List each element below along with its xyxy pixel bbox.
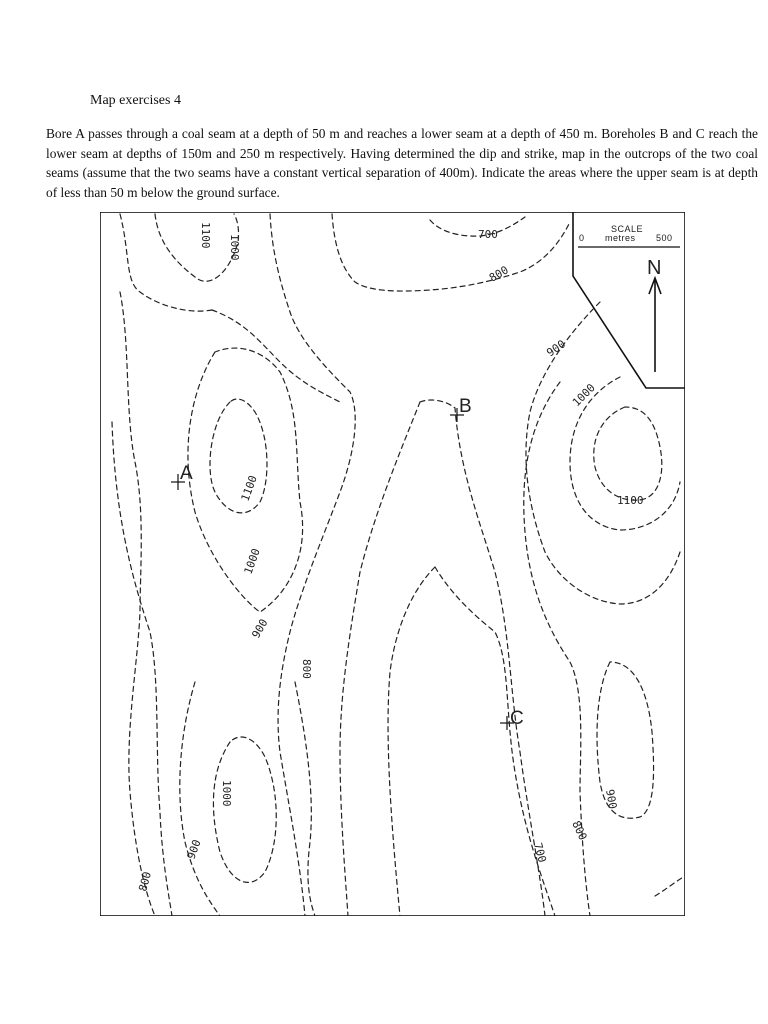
- contour-line: [655, 876, 685, 896]
- contour-line: [295, 682, 315, 916]
- contour-line: [270, 214, 355, 916]
- contour-map-svg: [100, 212, 685, 916]
- contour-label: 700: [531, 841, 549, 864]
- contour-label: 900: [184, 837, 204, 862]
- contour-line: [120, 292, 155, 916]
- contour-line: [112, 422, 172, 916]
- contour-label: 1000: [569, 381, 598, 410]
- contour-map: [100, 212, 685, 916]
- contour-label: 1000: [228, 234, 241, 261]
- contour-label: 1100: [617, 494, 644, 507]
- contour-label: 800: [136, 870, 155, 893]
- contour-label: 900: [544, 337, 569, 360]
- contour-label: 800: [300, 659, 313, 679]
- borehole-c: [500, 708, 524, 730]
- contour-line: [120, 214, 212, 311]
- contour-line: [340, 402, 420, 916]
- contour-label: 800: [487, 263, 511, 285]
- contour-line: [594, 407, 662, 500]
- contour-label: 1000: [241, 546, 263, 577]
- contour-label: 700: [478, 228, 498, 241]
- contour-line: [180, 682, 220, 916]
- contour-label: 900: [249, 616, 271, 641]
- contour-label: 800: [569, 818, 590, 843]
- borehole-label: B: [459, 396, 472, 417]
- borehole-b: [450, 396, 472, 422]
- contour-label: 1100: [199, 222, 212, 249]
- borehole-label: A: [180, 463, 193, 484]
- contour-line: [332, 214, 570, 291]
- contour-line: [155, 214, 239, 281]
- contour-label: 900: [603, 788, 620, 811]
- scale-units: metres: [605, 233, 636, 243]
- contour-line: [213, 737, 276, 882]
- contour-label: 1000: [220, 780, 233, 807]
- exercise-instructions: Bore A passes through a coal seam at a depth of 50 m and reaches a lower seam at a depth of 450 m. Boreholes B and C reach the lower seam at depths of 150m and 250 m respectively. Having determined the dip and strike, map in the outcrops of the two coal seams (assume that the two seams have a constant vertical separation of 400m). Indicate the areas where the upper seam is at depth of less than 50 m below the ground surface.: [46, 126, 758, 200]
- borehole-label: C: [510, 708, 524, 729]
- contour-label: 1100: [238, 473, 260, 504]
- scale-title: SCALE: [611, 224, 644, 234]
- contour-line: [210, 399, 267, 513]
- map-border: [100, 212, 685, 916]
- contour-line: [388, 567, 435, 916]
- north-label: N: [647, 257, 662, 279]
- contour-line: [420, 400, 545, 916]
- scale-start: 0: [579, 233, 585, 243]
- exercise-heading: Map exercises 4: [90, 93, 181, 108]
- contour-line: [212, 310, 340, 402]
- scale-end: 500: [656, 233, 673, 243]
